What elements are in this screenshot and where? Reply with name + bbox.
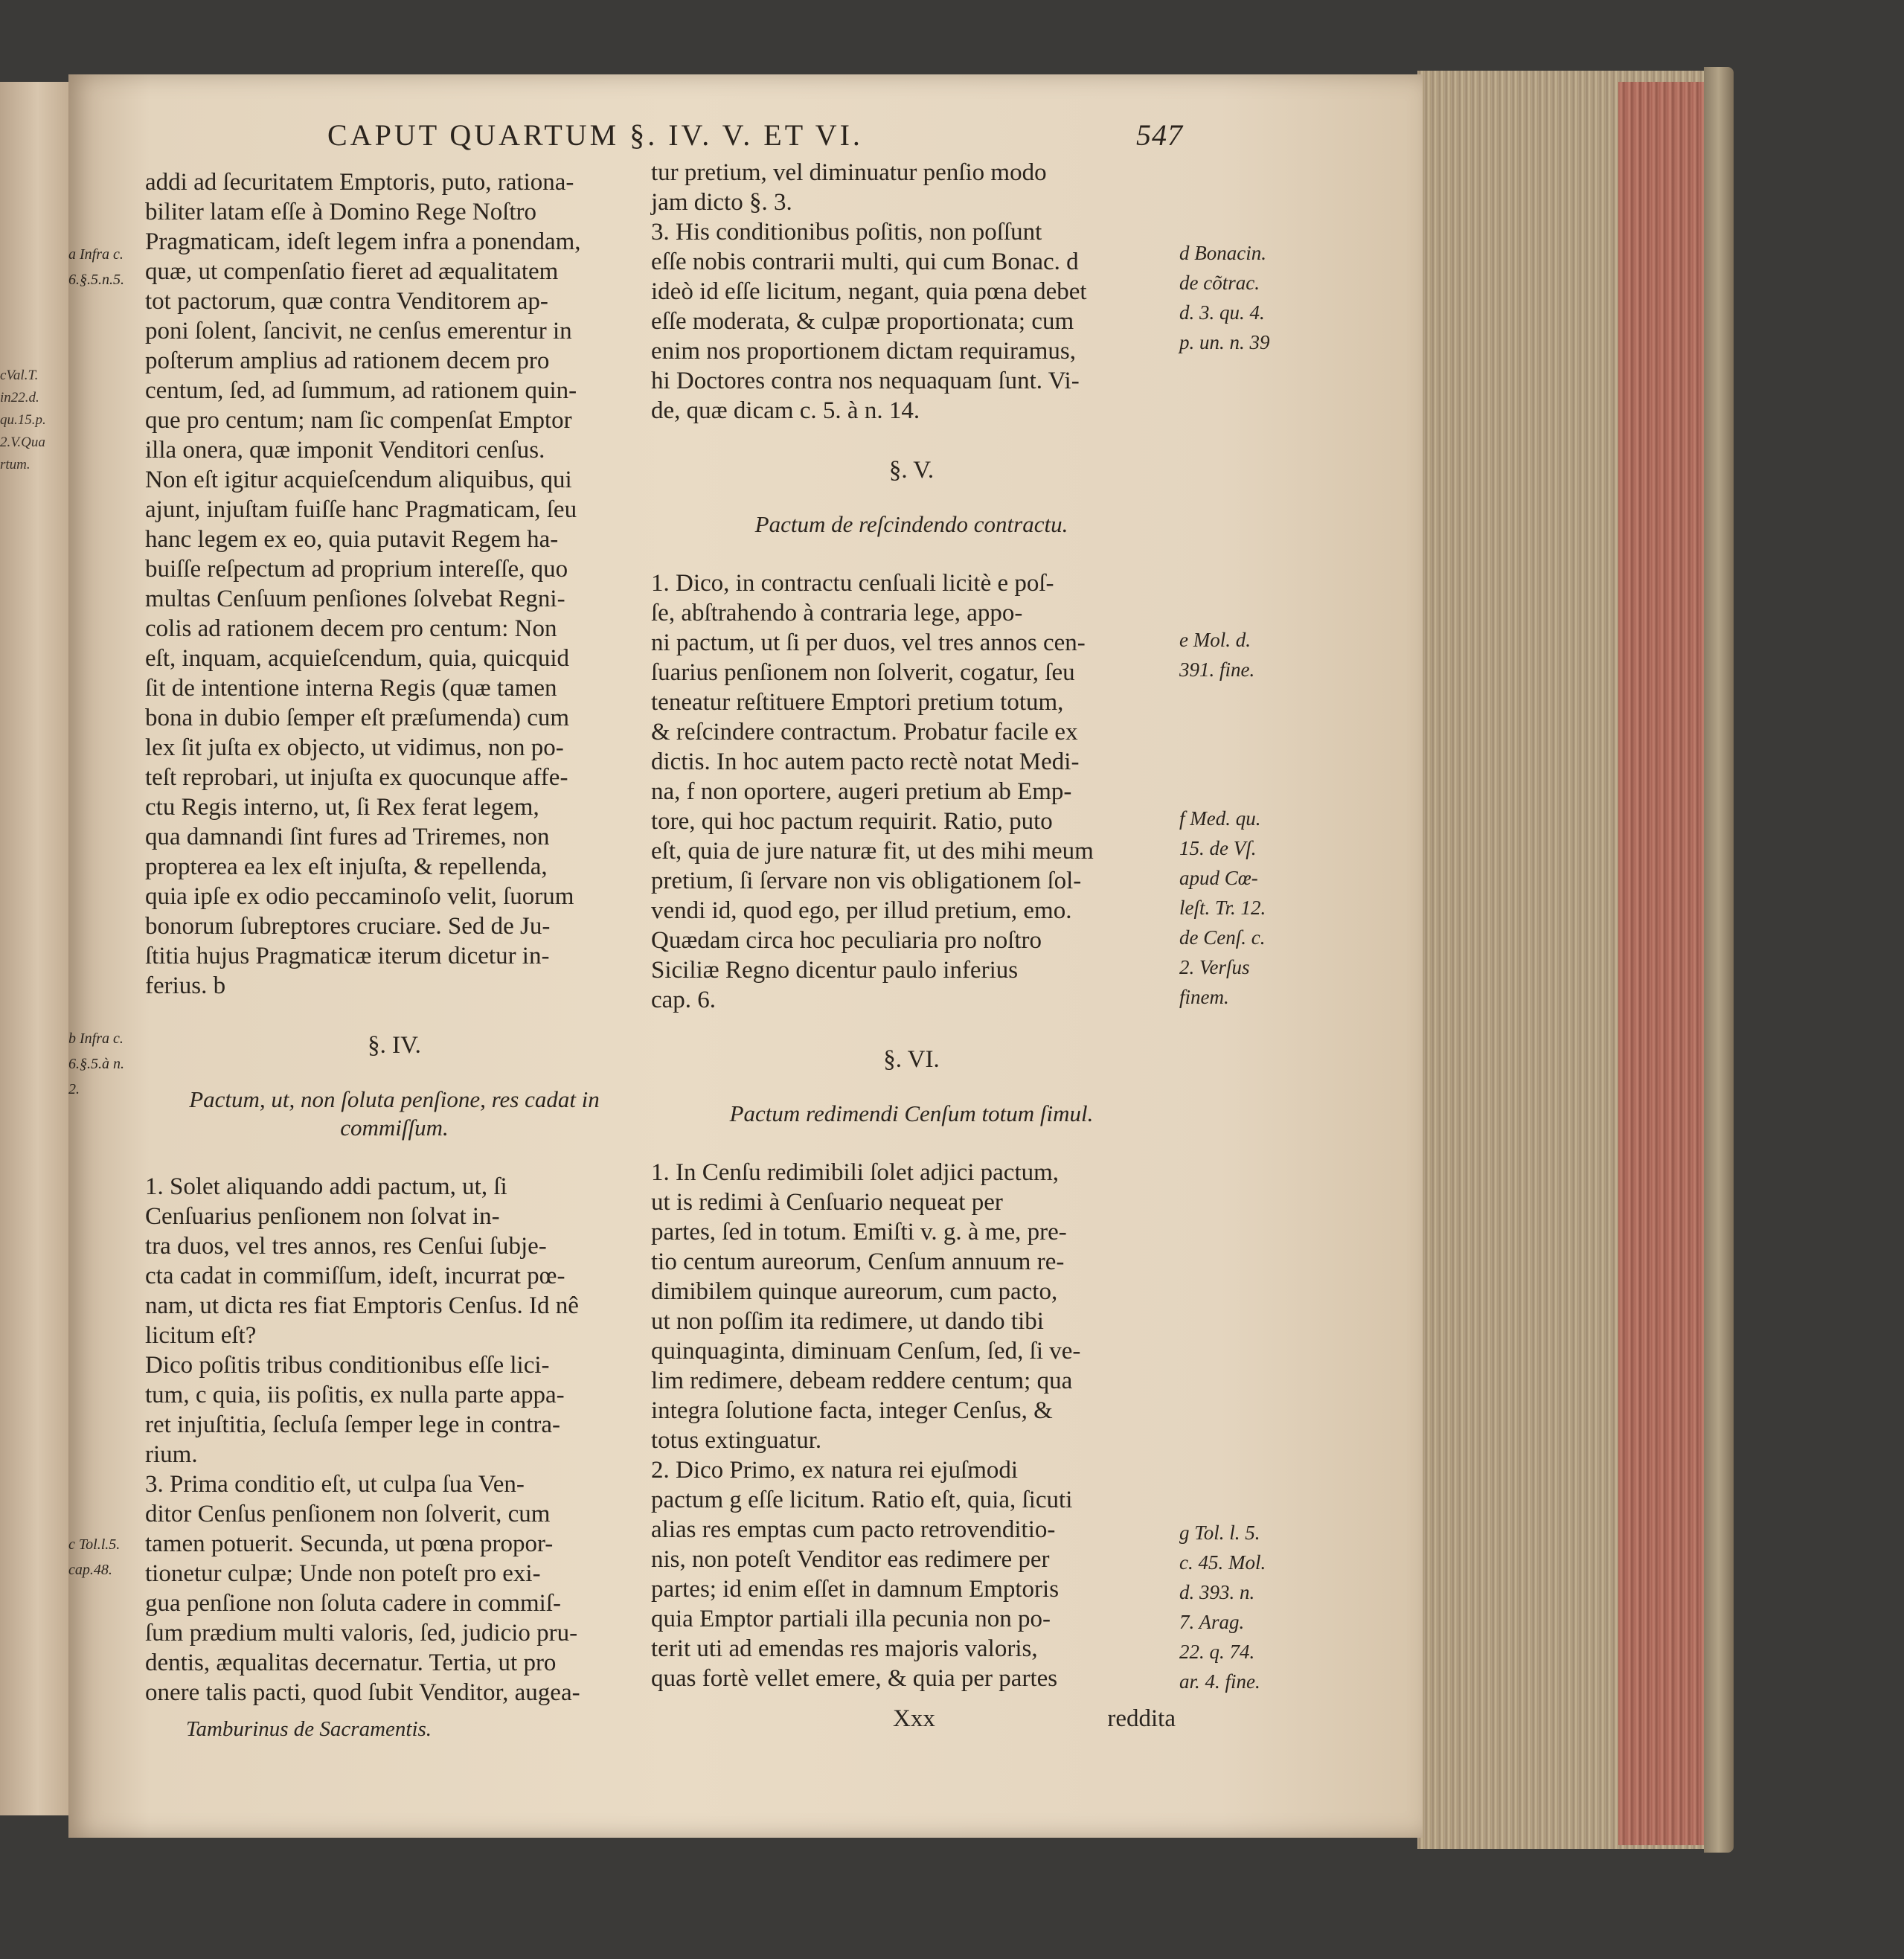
left-page-margin-notes: cVal.T. in22.d. qu.15.p. 2.V.Qua rtum.: [0, 368, 46, 472]
left-col-2-line: 1. Solet aliquando addi pactum, ut, ſi: [145, 1173, 507, 1200]
right-col-2-line: Quædam circa hoc peculiaria pro noſtro: [651, 927, 1042, 954]
section-vi-subtitle: Pactum redimendi Cenſum totum ſimul.: [729, 1100, 1094, 1126]
left-col-1-line: quia ipſe ex odio peccaminoſo velit, ſuorum: [145, 883, 574, 910]
right-col-2-line: Siciliæ Regno dicentur paulo inferius: [651, 957, 1019, 984]
right-col-1-line: enim nos proportionem dictam requiramus,: [651, 338, 1076, 365]
left-col-1-line: poni ſolent, ſancivit, ne cenſus emerentur in: [145, 318, 572, 344]
left-col-2-line: ſum prædium multi valoris, ſed, judicio pru-: [145, 1620, 578, 1647]
right-col-1-line: de, quæ dicam c. 5. à n. 14.: [651, 397, 920, 424]
left-col-2-line: Cenſuarius penſionem non ſolvat in-: [145, 1203, 500, 1230]
left-col-2-line: onere talis pacti, quod ſubit Venditor, augea-: [145, 1679, 580, 1706]
left-col-2-line: nam, ut dicta res fiat Emptoris Cenſus. Id nê: [145, 1292, 579, 1319]
left-col-2-line: ditor Cenſus penſionem non ſolverit, cum: [145, 1501, 551, 1527]
right-col-3-line: lim redimere, debeam reddere centum; qua: [651, 1368, 1073, 1394]
left-col-1-line: propterea ea lex eſt injuſta, & repellenda,: [145, 853, 548, 880]
right-column-body-3: [651, 1158, 1172, 1693]
section-v-subtitle: Pactum de reſcindendo contractu.: [754, 511, 1068, 537]
left-col-1-line: biliter latam eſſe à Domino Rege Noſtro: [145, 199, 537, 225]
catchword: reddita: [1107, 1705, 1176, 1732]
left-col-1-line: poſterum amplius ad rationem decem pro: [145, 347, 550, 374]
right-col-2-line: 1. Dico, in contractu cenſuali licitè e poſ-: [651, 570, 1054, 597]
left-col-1-line: tot pactorum, quæ contra Venditorem ap-: [145, 288, 548, 315]
right-col-3-line: integra ſolutione facta, integer Cenſus, &: [651, 1397, 1053, 1424]
right-col-1-line: hi Doctores contra nos nequaquam ſunt. Vi-: [651, 368, 1080, 394]
left-page-edge: [0, 82, 71, 1815]
right-col-3-line: 2. Dico Primo, ex natura rei ejuſmodi: [651, 1457, 1019, 1484]
left-col-2-line: tamen potuerit. Secunda, ut pœna propor-: [145, 1530, 554, 1557]
right-col-2-line: dictis. In hoc autem pacto rectè notat Medi-: [651, 748, 1080, 775]
left-col-1-line: Non eſt igitur acquieſcendum aliquibus, qui: [145, 466, 572, 493]
left-col-1-line: lex ſit juſta ex objecto, ut vidimus, non po-: [145, 734, 564, 761]
section-vi-title: §. VI.: [883, 1046, 940, 1073]
left-col-1-line: ſit de intentione interna Regis (quæ tamen: [145, 675, 557, 702]
left-col-2-line: cta cadat in commiſſum, ideſt, incurrat pœ-: [145, 1263, 565, 1289]
left-col-2-line: dentis, æqualitas decernatur. Tertia, ut pro: [145, 1649, 557, 1676]
signature-mark: Xxx: [893, 1705, 935, 1732]
right-column: [651, 158, 1172, 1693]
section-iv-subtitle: Pactum, ut, non ſoluta penſione, res cadat in commiſſum.: [189, 1086, 600, 1141]
section-v-title: §. V.: [888, 457, 935, 484]
left-col-1-line: bonorum ſubreptores cruciare. Sed de Ju-: [145, 913, 551, 940]
right-col-3-line: nis, non poteſt Venditor eas redimere per: [651, 1546, 1050, 1573]
left-column: [145, 167, 644, 1708]
left-col-1-line: ſtitia hujus Pragmaticæ iterum dicetur in-: [145, 943, 550, 969]
left-col-1-line: buiſſe reſpectum ad proprium intereſſe, quo: [145, 556, 568, 583]
left-col-2-line: tra duos, vel tres annos, res Cenſui ſubje-: [145, 1233, 547, 1260]
right-col-1-line: tur pretium, vel diminuatur penſio modo: [651, 159, 1047, 186]
book-cover-board: [1704, 67, 1734, 1853]
left-col-1-line: ferius. b: [145, 972, 226, 999]
right-col-1-line: eſſe moderata, & culpæ proportionata; cum: [651, 308, 1074, 335]
left-col-1-line: colis ad rationem decem pro centum: Non: [145, 615, 557, 642]
right-col-2-line: tore, qui hoc pactum requirit. Ratio, puto: [651, 808, 1053, 835]
left-marginal-notes: a Infra c. 6.§.5.n.5. b Infra c. 6.§.5.à n. 2. c Tol.l.5. cap.48.: [68, 246, 124, 1578]
right-col-2-line: ſe, abſtrahendo à contraria lege, appo-: [651, 600, 1023, 626]
right-col-1-line: ideò id eſſe licitum, negant, quia pœna debet: [651, 278, 1087, 305]
right-col-3-line: quas fortè vellet emere, & quia per partes: [651, 1665, 1058, 1692]
right-col-1-line: eſſe nobis contrarii multi, qui cum Bonac. d: [651, 249, 1079, 275]
right-col-3-line: tio centum aureorum, Cenſum annuum re-: [651, 1248, 1065, 1275]
right-col-3-line: partes, ſed in totum. Emiſti v. g. à me, pre-: [651, 1219, 1067, 1245]
left-col-2-line: 3. Prima conditio eſt, ut culpa ſua Ven-: [145, 1471, 525, 1498]
right-col-2-line: ni pactum, ut ſi per duos, vel tres annos cen-: [651, 629, 1086, 656]
left-col-1-line: ctu Regis interno, ut, ſi Rex ferat legem,: [145, 794, 539, 821]
left-col-1-line: addi ad ſecuritatem Emptoris, puto, rationa-: [145, 169, 574, 196]
right-col-2-line: & reſcindere contractum. Probatur facile ex: [651, 719, 1078, 746]
left-column-body-2: [145, 1172, 644, 1708]
right-col-3-line: dimibilem quinque aureorum, cum pacto,: [651, 1278, 1058, 1305]
right-col-3-line: 1. In Cenſu redimibili ſolet adjici pactum,: [651, 1159, 1060, 1186]
left-col-1-line: centum, ſed, ad ſummum, ad rationem quin-: [145, 377, 577, 404]
right-col-2-line: na, f non oportere, augeri pretium ab Emp-: [651, 778, 1072, 805]
right-col-3-line: pactum g eſſe licitum. Ratio eſt, quia, ſicuti: [651, 1487, 1073, 1513]
running-head-title: CAPUT QUARTUM §. IV. V. ET VI.: [327, 118, 863, 152]
right-marginal-notes: d Bonacin. de cõtrac. d. 3. qu. 4. p. un. n. 39 e Mol. d. 391. fine. f Med. qu. 15. de Vſ. apud Cœ- leſt. Tr. 12. de Cenſ. c. 2. Verſus finem. g Tol. l. 5. c. 45. Mol. d. 393. n. 7. Arag. 22. q. 74. ar. 4. fine.: [1179, 242, 1270, 1693]
right-col-3-line: alias res emptas cum pacto retrovenditio-: [651, 1516, 1056, 1543]
right-col-2-line: cap. 6.: [651, 987, 717, 1013]
left-col-2-line: tionetur culpæ; Unde non poteſt pro exi-: [145, 1560, 541, 1587]
right-col-3-line: quia Emptor partiali illa pecunia non po-: [651, 1606, 1051, 1632]
left-col-2-line: Dico poſitis tribus conditionibus eſſe lici-: [145, 1352, 550, 1379]
right-col-1-line: 3. His conditionibus poſitis, non poſſunt: [651, 219, 1042, 246]
right-col-2-line: vendi id, quod ego, per illud pretium, emo.: [651, 897, 1072, 924]
left-col-1-line: qua damnandi ſint fures ad Triremes, non: [145, 824, 550, 850]
right-column-body-1: [651, 158, 1172, 426]
section-iv-title: §. IV.: [368, 1032, 421, 1059]
right-col-3-line: totus extinguatur.: [651, 1427, 822, 1454]
right-col-3-line: partes; id enim eſſet in damnum Emptoris: [651, 1576, 1060, 1603]
left-col-1-line: eſt, inquam, acquieſcendum, quia, quicquid: [145, 645, 570, 672]
left-col-1-line: illa onera, quæ imponit Venditori cenſus.: [145, 437, 545, 464]
left-col-2-line: ret injuſtitia, ſecluſa ſemper lege in contra-: [145, 1411, 561, 1438]
right-col-3-line: ut is redimi à Cenſuario nequeat per: [651, 1189, 1003, 1216]
left-col-1-line: ajunt, injuſtam fuiſſe hanc Pragmaticam, ſeu: [145, 496, 577, 523]
left-col-1-line: Pragmaticam, ideſt legem infra a ponendam,: [145, 228, 581, 255]
right-col-2-line: eſt, quia de jure naturæ fit, ut des mihi meum: [651, 838, 1094, 865]
left-col-1-line: que pro centum; nam ſic compenſat Emptor: [145, 407, 572, 434]
signature-line: Tamburinus de Sacramentis.: [186, 1717, 432, 1741]
left-col-2-line: tum, c quia, iis poſitis, ex nulla parte appa-: [145, 1382, 565, 1408]
left-col-2-line: gua penſione non ſoluta cadere in commiſ-: [145, 1590, 561, 1617]
right-col-3-line: terit uti ad emendas res majoris valoris,: [651, 1635, 1038, 1662]
right-col-3-line: ut non poſſim ita redimere, ut dando tibi: [651, 1308, 1044, 1335]
left-col-1-line: teſt reprobari, ut injuſta ex quocunque affe-: [145, 764, 568, 791]
left-col-1-line: quæ, ut compenſatio fieret ad æqualitatem: [145, 258, 559, 285]
running-head: [327, 118, 1183, 153]
left-col-2-line: licitum eſt?: [145, 1322, 257, 1349]
page-red-edge: [1618, 82, 1704, 1845]
right-col-2-line: teneatur reſtituere Emptori pretium totum,: [651, 689, 1064, 716]
right-col-3-line: quinquaginta, diminuam Cenſum, ſed, ſi ve-: [651, 1338, 1081, 1365]
page-number: 547: [1136, 118, 1183, 152]
right-col-2-line: ſuarius penſionem non ſolverit, cogatur, ſeu: [651, 659, 1075, 686]
left-column-body-1: [145, 167, 644, 1001]
right-col-1-line: jam dicto §. 3.: [651, 189, 792, 216]
left-col-1-line: bona in dubio ſemper eſt præſumenda) cum: [145, 705, 570, 731]
right-col-2-line: pretium, ſi ſervare non vis obligationem ſol-: [651, 868, 1082, 894]
right-column-body-2: [651, 568, 1172, 1015]
catchwords: [893, 1705, 1176, 1733]
left-col-2-line: rium.: [145, 1441, 198, 1468]
left-col-1-line: multas Cenſuum penſiones ſolvebat Regni-: [145, 586, 565, 612]
left-col-1-line: hanc legem ex eo, quia putavit Regem ha-: [145, 526, 559, 553]
